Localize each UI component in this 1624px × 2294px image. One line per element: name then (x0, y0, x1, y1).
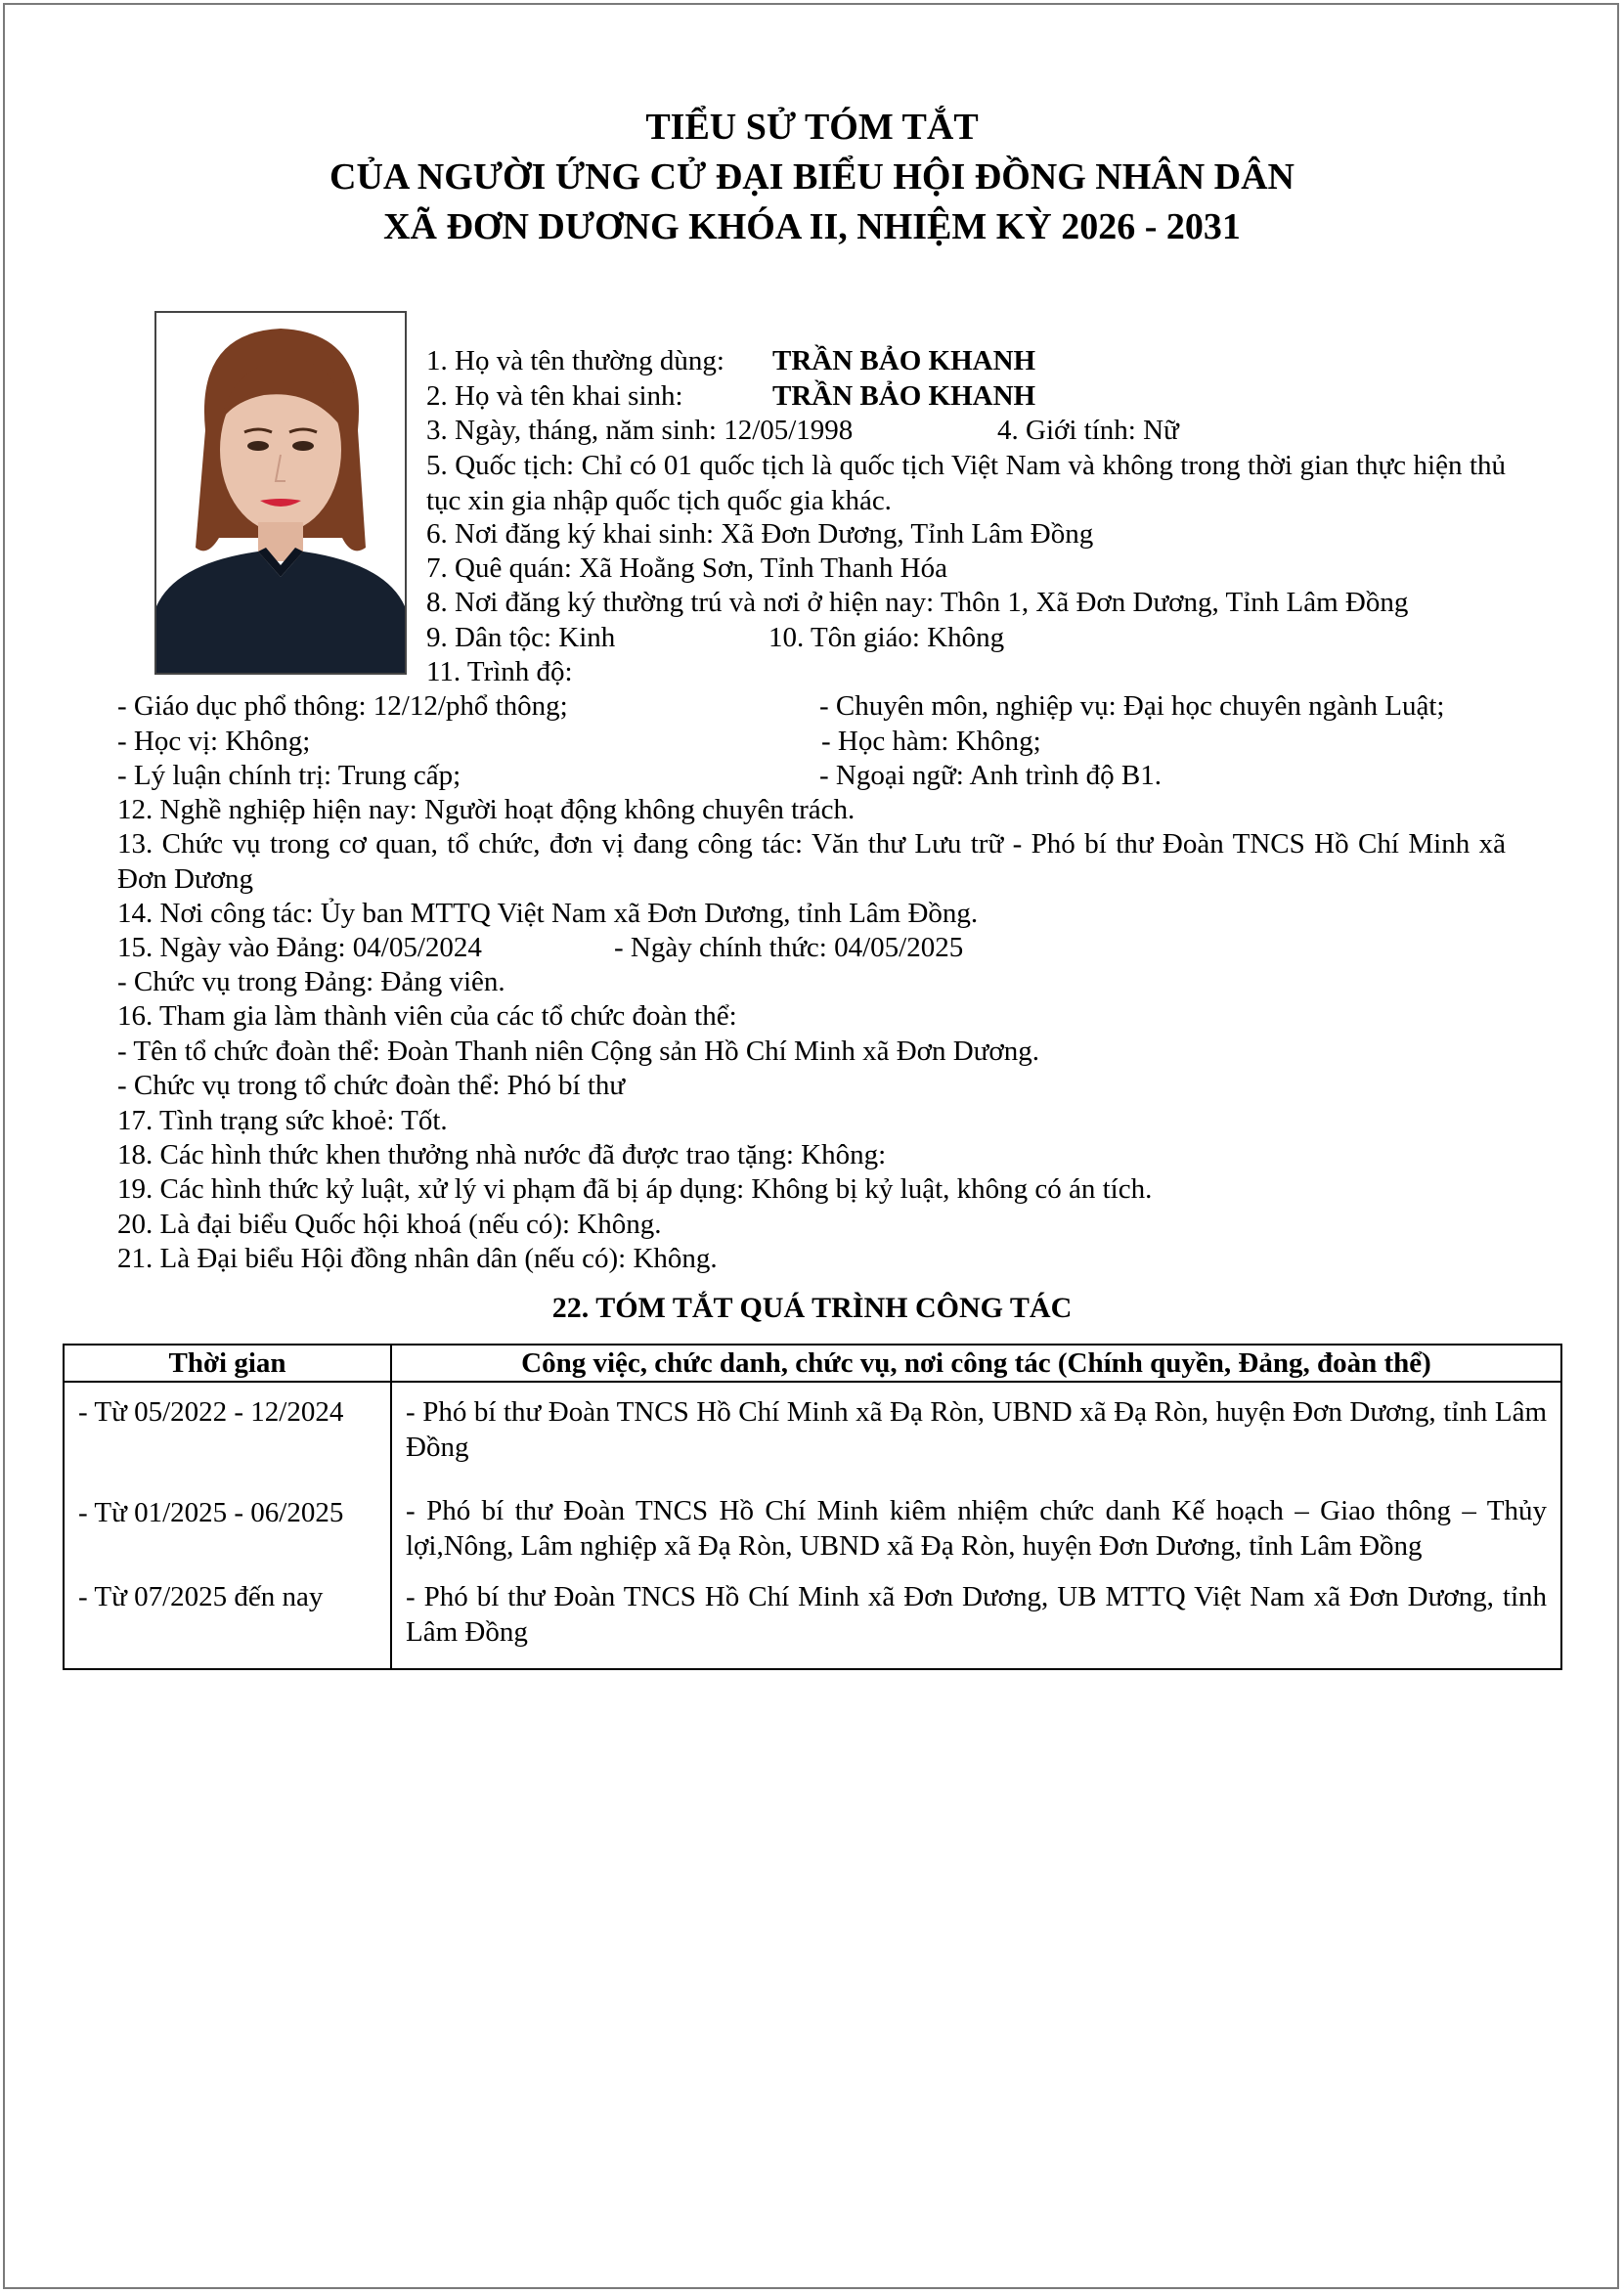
document-title: TIỂU SỬ TÓM TẮT (645, 107, 979, 148)
field-hometown: 7. Quê quán: Xã Hoằng Sơn, Tỉnh Thanh Hóa (426, 552, 947, 584)
table-row (64, 1567, 1561, 1669)
table-row (64, 1382, 1561, 1481)
edu-foreign-language: - Ngoại ngữ: Anh trình độ B1. (819, 760, 1163, 791)
field-common-name-value: TRẦN BẢO KHANH (772, 345, 1036, 376)
field-peoples-council: 21. Là Đại biểu Hội đồng nhân dân (nếu có): Không. (117, 1243, 718, 1274)
field-qualification-heading: 11. Trình độ: (426, 656, 573, 687)
field-organization-name: - Tên tổ chức đoàn thể: Đoàn Thanh niên Cộng sản Hồ Chí Minh xã Đơn Dương. (117, 1036, 1039, 1067)
field-awards: 18. Các hình thức khen thưởng nhà nước đã được trao tặng: Không: (117, 1139, 887, 1170)
field-health: 17. Tình trạng sức khoẻ: Tốt. (117, 1105, 448, 1136)
field-party-role: - Chức vụ trong Đảng: Đảng viên. (117, 966, 505, 997)
row-time: - Từ 01/2025 - 06/2025 (64, 1481, 391, 1567)
field-organizations-heading: 16. Tham gia làm thành viên của các tổ chức đoàn thể: (117, 1000, 737, 1032)
field-occupation: 12. Nghề nghiệp hiện nay: Người hoạt động không chuyên trách. (117, 794, 856, 825)
field-nationality: 5. Quốc tịch: Chỉ có 01 quốc tịch là quốc tịch Việt Nam và không trong thời gian thực hiện thủ tục xin gia nhập quốc tịch quốc gia khác. (426, 450, 1506, 516)
candidate-portrait (154, 311, 407, 675)
row-time: - Từ 07/2025 đến nay (64, 1567, 391, 1669)
edu-academic-title: - Học hàm: Không; (821, 726, 1041, 757)
edu-political-theory: - Lý luận chính trị: Trung cấp; (117, 760, 461, 791)
row-description: - Phó bí thư Đoàn TNCS Hồ Chí Minh kiêm nhiệm chức danh Kế hoạch – Giao thông – Thủy lợi,Nông, Lâm nghiệp xã Đạ Ròn, UBND xã Đạ Ròn, huyện Đơn Dương, tỉnh Lâm Đồng (391, 1481, 1561, 1567)
field-workplace: 14. Nơi công tác: Ủy ban MTTQ Việt Nam xã Đơn Dương, tỉnh Lâm Đồng. (117, 898, 979, 929)
field-common-name-label: 1. Họ và tên thường dùng: (426, 345, 724, 376)
table-row (64, 1481, 1561, 1567)
field-residence: 8. Nơi đăng ký thường trú và nơi ở hiện nay: Thôn 1, Xã Đơn Dương, Tỉnh Lâm Đồng (426, 587, 1409, 618)
field-birth-name-label: 2. Họ và tên khai sinh: (426, 380, 683, 412)
document-subtitle: CỦA NGƯỜI ỨNG CỬ ĐẠI BIỂU HỘI ĐỒNG NHÂN DÂN (329, 156, 1295, 198)
field-organization-role: - Chức vụ trong tổ chức đoàn thể: Phó bí thư (117, 1070, 626, 1101)
column-header-description: Công việc, chức danh, chức vụ, nơi công tác (Chính quyền, Đảng, đoàn thể) (391, 1345, 1561, 1382)
field-position: 13. Chức vụ trong cơ quan, tổ chức, đơn vị đang công tác: Văn thư Lưu trữ - Phó bí thư Đoàn TNCS Hồ Chí Minh xã Đơn Dương (117, 828, 1506, 895)
edu-general: - Giáo dục phổ thông: 12/12/phổ thông; (117, 690, 568, 722)
field-religion: 10. Tôn giáo: Không (768, 622, 1005, 653)
row-description: - Phó bí thư Đoàn TNCS Hồ Chí Minh xã Đơn Dương, UB MTTQ Việt Nam xã Đơn Dương, tỉnh Lâm Đồng (391, 1567, 1561, 1669)
edu-degree: - Học vị: Không; (117, 726, 311, 757)
column-header-time: Thời gian (64, 1345, 391, 1382)
field-national-assembly: 20. Là đại biểu Quốc hội khoá (nếu có): Không. (117, 1209, 662, 1240)
field-party-official-date: - Ngày chính thức: 04/05/2025 (614, 932, 964, 963)
row-description: - Phó bí thư Đoàn TNCS Hồ Chí Minh xã Đạ Ròn, UBND xã Đạ Ròn, huyện Đơn Dương, tỉnh Lâm Đồng (391, 1382, 1561, 1481)
document-term: XÃ ĐƠN DƯƠNG KHÓA II, NHIỆM KỲ 2026 - 2031 (383, 206, 1241, 247)
work-history-table (63, 1344, 1562, 1670)
field-birth-date: 3. Ngày, tháng, năm sinh: 12/05/1998 (426, 415, 854, 446)
row-time: - Từ 05/2022 - 12/2024 (64, 1382, 391, 1481)
field-birth-registration: 6. Nơi đăng ký khai sinh: Xã Đơn Dương, Tỉnh Lâm Đồng (426, 518, 1094, 550)
field-ethnicity: 9. Dân tộc: Kinh (426, 622, 616, 653)
work-history-title: 22. TÓM TẮT QUÁ TRÌNH CÔNG TÁC (551, 1292, 1073, 1324)
field-party-join-date: 15. Ngày vào Đảng: 04/05/2024 (117, 932, 482, 963)
table-header-row (64, 1345, 1561, 1382)
field-gender: 4. Giới tính: Nữ (997, 415, 1179, 446)
edu-specialty: - Chuyên môn, nghiệp vụ: Đại học chuyên ngành Luật; (819, 690, 1445, 722)
field-discipline: 19. Các hình thức kỷ luật, xử lý vi phạm đã bị áp dụng: Không bị kỷ luật, không có án tích. (117, 1173, 1153, 1205)
field-birth-name-value: TRẦN BẢO KHANH (772, 380, 1036, 412)
